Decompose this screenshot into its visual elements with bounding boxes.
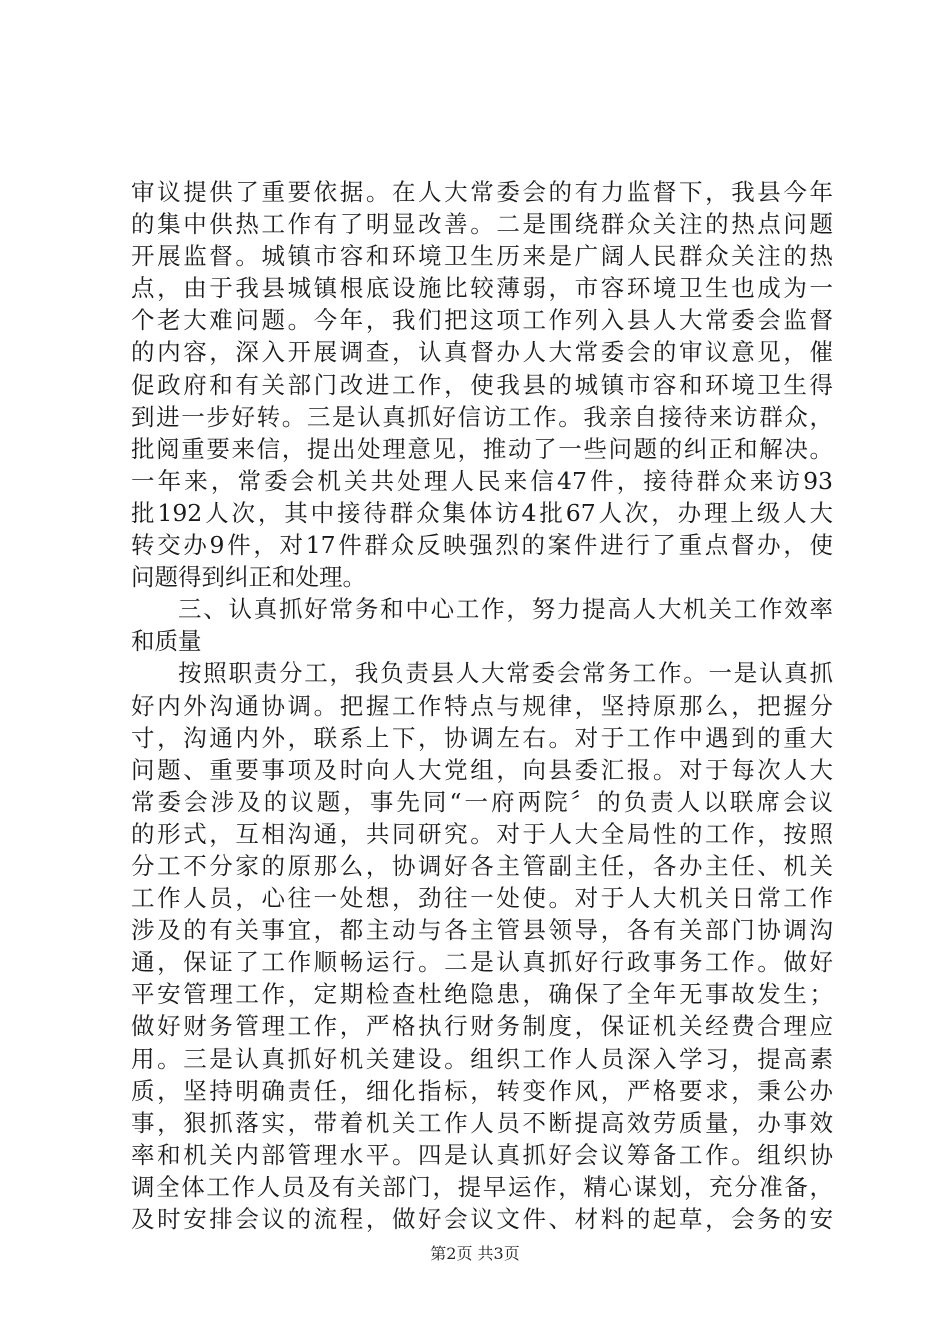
text-line: 一年来，常委会机关共处理人民来信47件，接待群众来访93 — [131, 466, 833, 495]
text-line: 问题、重要事项及时向人大党组，向县委汇报。对于每次人大 — [131, 755, 833, 784]
text-line: 好内外沟通协调。把握工作特点与规律，坚持原那么，把握分 — [131, 691, 833, 720]
text-line: 的内容，深入开展调查，认真督办人大常委会的审议意见，催 — [131, 338, 833, 367]
paragraph-start-line: 按照职责分工，我负责县人大常委会常务工作。一是认真抓 — [178, 659, 833, 688]
document-body — [131, 176, 833, 1235]
text-line: 做好财务管理工作，严格执行财务制度，保证机关经费合理应 — [131, 1012, 833, 1041]
text-line: 涉及的有关事宜，都主动与各主管县领导，各有关部门协调沟 — [131, 916, 833, 945]
text-line: 及时安排会议的流程，做好会议文件、材料的起草，会务的安 — [131, 1205, 833, 1233]
text-line: 转交办9件，对17件群众反映强烈的案件进行了重点督办，使 — [131, 531, 833, 560]
text-line: 分工不分家的原那么，协调好各主管副主任，各办主任、机关 — [131, 851, 833, 880]
text-line: 批阅重要来信，提出处理意见，推动了一些问题的纠正和解决。 — [131, 434, 833, 463]
text-line: 开展监督。城镇市容和环境卫生历来是广阔人民群众关注的热 — [131, 242, 833, 271]
text-line: 用。三是认真抓好机关建设。组织工作人员深入学习，提高素 — [131, 1044, 833, 1073]
text-line: 到进一步好转。三是认真抓好信访工作。我亲自接待来访群众， — [131, 402, 833, 431]
text-line: 审议提供了重要依据。在人大常委会的有力监督下，我县今年 — [131, 178, 833, 206]
text-line: 常委会涉及的议题，事先同“一府两院〞的负责人以联席会议 — [131, 787, 833, 816]
text-line: 率和机关内部管理水平。四是认真抓好会议筹备工作。组织协 — [131, 1140, 833, 1169]
section-heading: 三、认真抓好常务和中心工作，努力提高人大机关工作效率 — [178, 595, 833, 624]
text-line: 工作人员，心往一处想，劲往一处使。对于人大机关日常工作 — [131, 884, 833, 913]
text-line: 寸，沟通内外，联系上下，协调左右。对于工作中遇到的重大 — [131, 723, 833, 752]
page-footer — [0, 1244, 950, 1264]
text-line: 点，由于我县城镇根底设施比较薄弱，市容环境卫生也成为一 — [131, 274, 833, 303]
text-line: 促政府和有关部门改进工作，使我县的城镇市容和环境卫生得 — [131, 370, 833, 399]
page-number: 第2页 共3页 — [430, 1244, 520, 1263]
text-line: 批192人次，其中接待群众集体访4批67人次，办理上级人大 — [131, 498, 833, 527]
text-line: 调全体工作人员及有关部门，提早运作，精心谋划，充分准备， — [131, 1172, 833, 1201]
text-line: 的集中供热工作有了明显改善。二是围绕群众关注的热点问题 — [131, 210, 833, 239]
text-line: 通，保证了工作顺畅运行。二是认真抓好行政事务工作。做好 — [131, 948, 833, 977]
text-line: 质，坚持明确责任，细化指标，转变作风，严格要求，秉公办 — [131, 1076, 833, 1105]
text-line: 个老大难问题。今年，我们把这项工作列入县人大常委会监督 — [131, 306, 833, 335]
text-line: 的形式，互相沟通，共同研究。对于人大全局性的工作，按照 — [131, 819, 833, 848]
text-line-last: 问题得到纠正和处理。 — [131, 563, 366, 592]
section-heading-continued: 和质量 — [131, 627, 202, 656]
text-line: 事，狠抓落实，带着机关工作人员不断提高效劳质量，办事效 — [131, 1108, 833, 1137]
text-line: 平安管理工作，定期检查杜绝隐患，确保了全年无事故发生； — [131, 980, 833, 1009]
